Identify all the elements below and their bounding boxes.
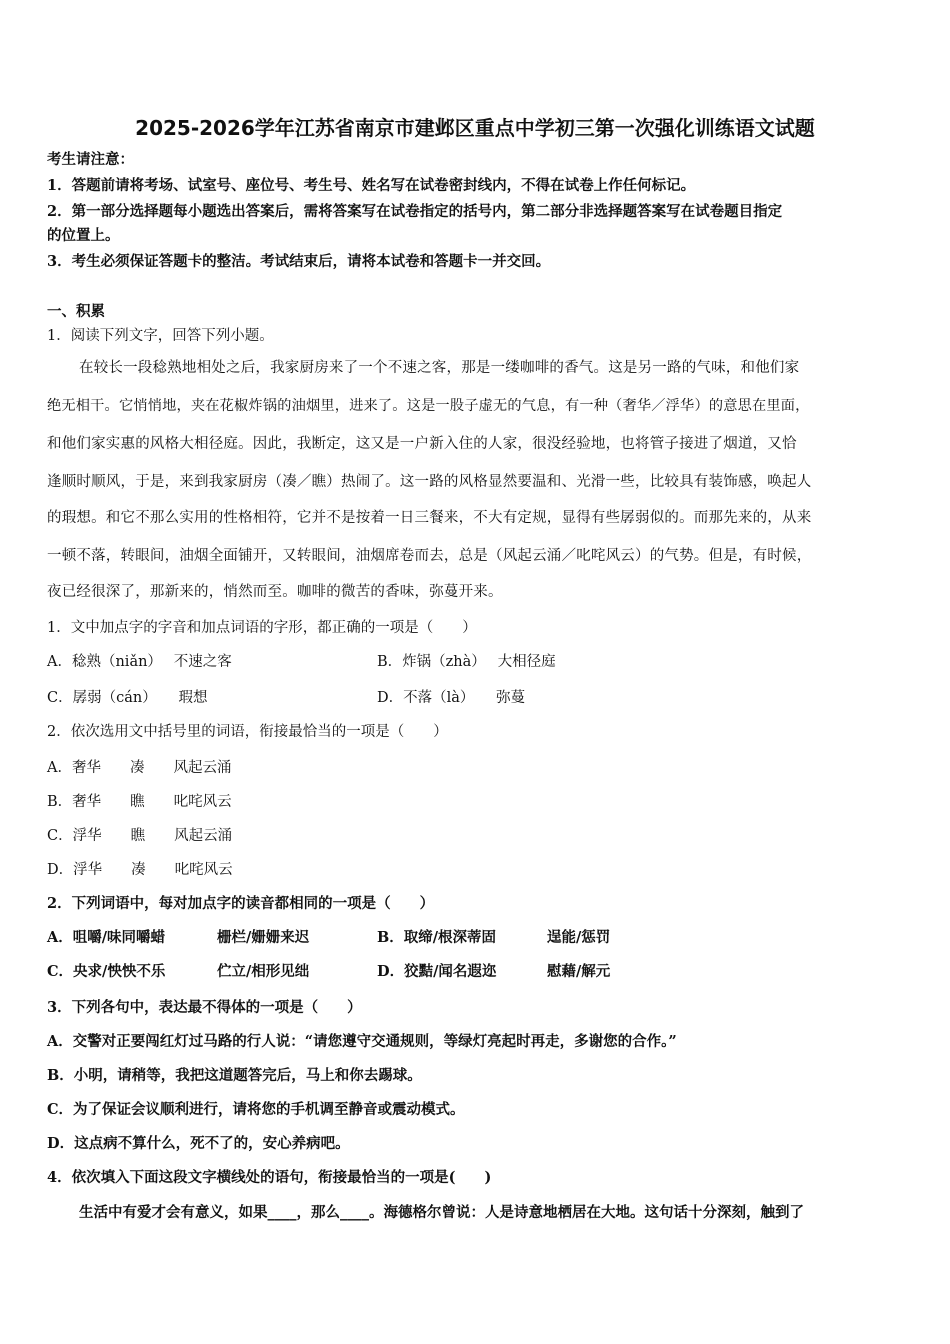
question-2-stem: 2．下列词语中，每对加点字的读音都相同的一项是（ ）: [47, 895, 435, 912]
question-4-stem: 4．依次填入下面这段文字横线处的语句，衔接最恰当的一项是( ): [47, 1169, 492, 1186]
passage-line-3: 和他们家实惠的风格大相径庭。因此，我断定，这又是一户新入住的人家，很没经验地，也将管子接进了烟道，又恰: [47, 436, 797, 452]
passage-line-1: 在较长一段稔熟地相处之后，我家厨房来了一个不速之客，那是一缕咖啡的香气。这是另一路的气味，和他们家: [79, 360, 800, 376]
q2-option-a-part1[interactable]: A．咀嚼/味同嚼蜡: [47, 929, 166, 946]
sub1-option-d[interactable]: D．不落（là） 弥蔓: [377, 690, 526, 706]
q3-option-d[interactable]: D．这点病不算什么，死不了的，安心养病吧。: [47, 1135, 350, 1152]
passage-line-7: 夜已经很深了，那新来的，悄然而至。咖啡的微苦的香味，弥蔓开来。: [47, 584, 503, 600]
q2-option-d-part2: 慰藉/解元: [547, 963, 611, 980]
q3-option-a[interactable]: A．交警对正要闯红灯过马路的行人说：“请您遵守交通规则，等绿灯亮起时再走，多谢您的合作。”: [47, 1033, 677, 1050]
question-3-stem: 3．下列各句中，表达最不得体的一项是（ ）: [47, 999, 362, 1016]
notice-item-1: 1．答题前请将考场、试室号、座位号、考生号、姓名写在试卷密封线内，不得在试卷上作任何标记。: [47, 177, 696, 194]
q2-option-b-part1[interactable]: B．取缔/根深蒂固: [377, 929, 497, 946]
question-1-intro: 1．阅读下列文字，回答下列小题。: [47, 328, 274, 344]
q2-option-a-part2: 栅栏/姗姗来迟: [217, 929, 310, 946]
q2-option-b-part2: 逞能/惩罚: [547, 929, 611, 946]
passage-line-2: 绝无相干。它悄悄地，夹在花椒炸锅的油烟里，进来了。这是一股子虚无的气息，有一种（奢华／浮华）的意思在里面，: [47, 398, 810, 414]
page-title: 2025-2026学年江苏省南京市建邺区重点中学初三第一次强化训练语文试题: [135, 116, 815, 140]
q2-option-c-part1[interactable]: C．央求/怏怏不乐: [47, 963, 166, 980]
q2-option-d-part1[interactable]: D．狡黠/闻名遐迩: [377, 963, 497, 980]
sub2-stem: 2．依次选用文中括号里的词语，衔接最恰当的一项是（ ）: [47, 724, 448, 740]
sub2-option-a[interactable]: A．奢华 凑 风起云涌: [47, 760, 232, 776]
passage-line-4: 逢顺时顺风，于是，来到我家厨房（凑／瞧）热闹了。这一路的风格显然要温和、光滑一些，比较具有装饰感，唤起人: [47, 474, 812, 490]
sub1-option-a[interactable]: A．稔熟（niǎn） 不速之客: [47, 654, 232, 670]
notice-item-2: 2．第一部分选择题每小题选出答案后，需将答案写在试卷指定的括号内，第二部分非选择题答案写在试卷题目指定: [47, 203, 783, 220]
passage-line-6: 一顿不落，转眼间，油烟全面铺开，又转眼间，油烟席卷而去，总是（风起云涌／叱咤风云）的气势。但是，有时候，: [47, 548, 812, 564]
q3-option-b[interactable]: B．小明，请稍等，我把这道题答完后，马上和你去踢球。: [47, 1067, 422, 1084]
q3-option-c[interactable]: C．为了保证会议顺利进行，请将您的手机调至静音或震动模式。: [47, 1101, 465, 1118]
sub2-option-d[interactable]: D．浮华 凑 叱咤风云: [47, 862, 233, 878]
sub2-option-b[interactable]: B．奢华 瞧 叱咤风云: [47, 794, 232, 810]
notice-heading: 考生请注意：: [47, 151, 134, 168]
passage-line-5: 的瑕想。和它不那么实用的性格相符，它并不是按着一日三餐来，不大有定规，显得有些孱弱似的。而那先来的，从来: [47, 510, 812, 526]
q4-text: 生活中有爱才会有意义，如果____，那么____。海德格尔曾说：人是诗意地栖居在大地。这句话十分深刻，触到了: [79, 1204, 804, 1221]
sub1-stem: 1．文中加点字的字音和加点词语的字形，都正确的一项是（ ）: [47, 620, 477, 636]
section-heading: 一、积累: [47, 303, 105, 320]
sub1-option-b[interactable]: B．炸锅（zhà） 大相径庭: [377, 654, 556, 670]
q2-option-c-part2: 伫立/相形见绌: [217, 963, 310, 980]
sub2-option-c[interactable]: C．浮华 瞧 风起云涌: [47, 828, 233, 844]
notice-item-3: 3．考生必须保证答题卡的整洁。考试结束后，请将本试卷和答题卡一并交回。: [47, 253, 551, 270]
notice-item-2-cont: 的位置上。: [47, 227, 120, 244]
sub1-option-c[interactable]: C．孱弱（cán） 瑕想: [47, 690, 208, 706]
